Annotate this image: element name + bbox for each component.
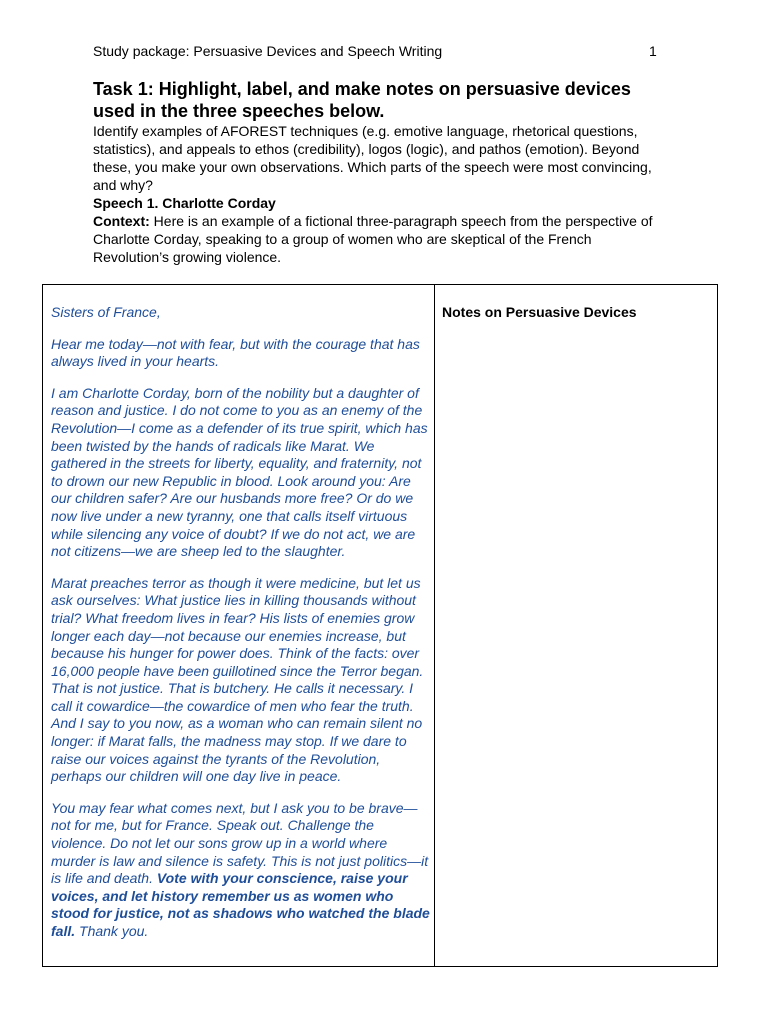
speech-text-column [51,304,431,955]
document-header-title: Study package: Persuasive Devices and Speech Writing [93,43,443,59]
speech-paragraph-4-end: Thank you. [75,923,149,939]
context-label: Context: [93,213,150,229]
speech-paragraph-3: Marat preaches terror as though it were medicine, but let us ask ourselves: What justice lies in killing thousands without trial? What freedom lives in fear? His lists of enemies grow longer each day—not because our enemies increase, but because his hunger for power does. Think of the facts: over 16,000 people have been guillotined since the Terror began. That is not justice. That is butchery. He calls it necessary. I call it cowardice—the cowardice of men who fear the truth. And I say to you now, as a woman who can remain silent no longer: if Marat falls, the madness may stop. If we dare to raise our voices against the tyrants of the Revolution, perhaps our children will one day live in peace. [51,574,424,785]
speech-title: Speech 1. Charlotte Corday [93,195,276,211]
context-paragraph [93,212,668,266]
context-text: Here is an example of a fictional three-paragraph speech from the perspective of Charlotte Corday, speaking to a group of women who are skeptical of the French Revolution’s growing violence. [93,213,653,265]
speech-paragraph-2: I am Charlotte Corday, born of the nobility but a daughter of reason and justice. I do not come to you as an enemy of the Revolution—I come as a defender of its true spirit, which has been twisted by the hands of radicals like Marat. We gathered in the streets for liberty, equality, and fraternity, not to drown our new Republic in blood. Look around you: Are our children safer? Are our husbands more free? Or do we now live under a new tyranny, one that calls itself virtuous while silencing any voice of doubt? If we do not act, we are not citizens—we are sheep led to the slaughter. [51,384,428,560]
speech-paragraph-4-start: You may fear what comes next, but I ask you to be brave—not for me, but for France. Speak out. Challenge the violence. Do not let our sons grow up in a world where murder is law and silence is safety. This is not just politics—it is life and death. [51,799,429,887]
speech-paragraph-4-bold: Vote with your conscience, raise your voices, and let history remember us as women who stood for justice, not as shadows who watched the blade fall. [51,870,430,939]
task-instructions: Identify examples of AFOREST techniques (e.g. emotive language, rhetorical questions, statistics), and appeals to ethos (credibility), logos (logic), and pathos (emotion). Beyond these, you make your own observations. Which parts of the speech were most convincing, and why? [93,123,652,193]
column-divider [434,285,435,966]
speech-table [42,284,718,967]
speech-salutation: Sisters of France, [51,304,161,320]
speech-paragraph-1: Hear me today—not with fear, but with the courage that has always lived in your hearts. [51,335,420,370]
task-heading: Task 1: Highlight, label, and make notes on persuasive devices used in the three speeches below. [93,79,631,121]
task-intro [93,122,668,266]
notes-column-heading: Notes on Persuasive Devices [442,304,637,320]
page-number: 1 [649,43,657,59]
speech-paragraph-4 [51,800,431,941]
